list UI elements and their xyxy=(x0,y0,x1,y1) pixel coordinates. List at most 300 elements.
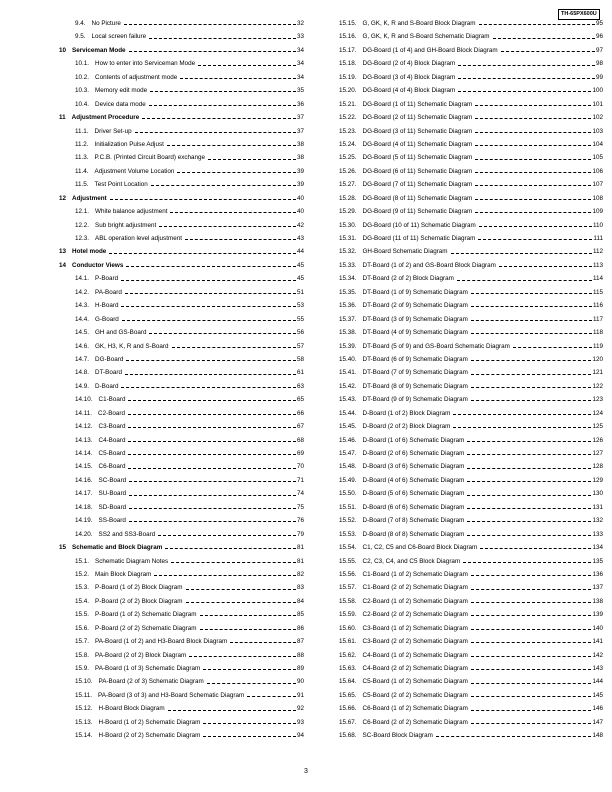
toc-entry-number: 11.4. xyxy=(75,167,89,175)
toc-leader-line xyxy=(168,710,296,711)
toc-leader-line xyxy=(467,441,591,442)
toc-entry-number: 15.63. xyxy=(339,665,357,672)
toc-leader-line xyxy=(159,226,296,227)
toc-entry[interactable] xyxy=(339,662,603,675)
toc-entry-number: 15.2. xyxy=(75,570,90,578)
toc-leader-line xyxy=(436,736,592,737)
toc-section-entry[interactable] xyxy=(59,192,304,205)
toc-entry-title: PA-Board (1 of 3) Schematic Diagram xyxy=(95,665,201,672)
toc-entry[interactable] xyxy=(339,407,603,420)
toc-entry-number: 9.4. xyxy=(75,20,86,27)
toc-leader-line xyxy=(471,320,592,321)
toc-entry-page: 144 xyxy=(592,678,603,686)
toc-entry[interactable] xyxy=(339,635,603,648)
toc-section-entry[interactable] xyxy=(59,259,304,272)
toc-entry-page: 34 xyxy=(296,73,304,81)
toc-entry[interactable] xyxy=(339,622,603,635)
toc-entry-number: 15.1. xyxy=(75,557,90,565)
toc-leader-line xyxy=(121,387,296,388)
toc-entry-page: 38 xyxy=(296,140,304,148)
toc-entry-page: 128 xyxy=(592,463,603,471)
toc-entry[interactable] xyxy=(339,366,603,379)
toc-entry-title: D-Board (4 of 6) Schematic Diagram xyxy=(362,476,465,484)
toc-entry-number: 15.42. xyxy=(339,382,357,390)
toc-entry[interactable] xyxy=(59,98,304,111)
toc-entry-title: DT-Board (8 of 9) Schematic Diagram xyxy=(362,382,468,390)
toc-leader-line xyxy=(128,441,296,442)
toc-entry-page: 120 xyxy=(592,355,603,363)
toc-entry-page: 43 xyxy=(296,235,304,242)
toc-entry[interactable] xyxy=(59,178,304,191)
toc-leader-line xyxy=(126,266,296,267)
toc-entry-title: DT-Board (1 of 2) and GS-Board Block Diagram xyxy=(362,261,496,269)
toc-entry[interactable] xyxy=(339,460,603,473)
toc-entry[interactable] xyxy=(339,568,603,581)
toc-entry[interactable] xyxy=(59,420,304,433)
toc-entry-number: 15.45. xyxy=(339,423,357,431)
toc-entry[interactable] xyxy=(59,340,304,353)
toc-entry-page: 33 xyxy=(296,33,304,41)
toc-entry-page: 40 xyxy=(296,208,304,216)
toc-leader-line xyxy=(203,736,296,737)
toc-entry[interactable] xyxy=(59,608,304,621)
toc-entry-page: 74 xyxy=(296,490,304,498)
toc-entry-page: 100 xyxy=(592,87,603,95)
toc-entry-number: 15.47. xyxy=(339,450,357,457)
toc-entry-page: 42 xyxy=(296,221,304,229)
toc-entry-number: 15.10. xyxy=(75,678,93,686)
toc-entry[interactable] xyxy=(59,649,304,662)
toc-entry-number: 15.64. xyxy=(339,678,357,686)
toc-entry-number: 14 xyxy=(59,261,67,269)
toc-entry-number: 15.49. xyxy=(339,476,357,484)
toc-entry[interactable] xyxy=(59,514,304,527)
toc-entry-number: 15.44. xyxy=(339,409,357,417)
toc-entry[interactable] xyxy=(339,98,603,111)
toc-entry[interactable] xyxy=(339,353,603,366)
toc-leader-line xyxy=(467,468,591,469)
toc-entry[interactable] xyxy=(339,17,603,30)
toc-leader-line xyxy=(471,669,592,670)
toc-entry[interactable] xyxy=(339,138,603,151)
toc-entry-page: 137 xyxy=(592,584,603,592)
toc-entry[interactable] xyxy=(59,716,304,729)
toc-entry[interactable] xyxy=(339,205,603,218)
toc-leader-line xyxy=(471,293,592,294)
toc-entry-number: 14.17. xyxy=(75,490,93,498)
toc-entry-page: 67 xyxy=(296,423,304,431)
toc-leader-line xyxy=(149,333,296,334)
toc-entry[interactable] xyxy=(59,407,304,420)
toc-entry-number: 14.5. xyxy=(75,329,90,337)
toc-entry-title: G-Board xyxy=(95,315,119,323)
toc-entry[interactable] xyxy=(339,165,603,178)
toc-leader-line xyxy=(142,118,296,119)
toc-leader-line xyxy=(467,535,591,536)
toc-leader-line xyxy=(150,91,296,92)
toc-entry[interactable] xyxy=(59,393,304,406)
toc-entry-number: 15.55. xyxy=(339,557,357,565)
toc-entry-title: DG-Board (3 of 4) Block Diagram xyxy=(362,73,456,81)
toc-leader-line xyxy=(247,696,296,697)
toc-leader-line xyxy=(475,199,591,200)
toc-leader-line xyxy=(128,454,296,455)
toc-entry-page: 108 xyxy=(592,194,603,202)
toc-leader-line xyxy=(479,24,595,25)
toc-entry[interactable] xyxy=(339,71,603,84)
toc-entry[interactable] xyxy=(339,340,603,353)
toc-leader-line xyxy=(200,615,296,616)
toc-entry-number: 12 xyxy=(59,194,67,202)
toc-entry-page: 70 xyxy=(296,463,304,471)
toc-entry[interactable] xyxy=(339,245,603,258)
toc-entry-number: 11.1. xyxy=(75,127,89,135)
toc-entry-number: 14.1. xyxy=(75,275,90,283)
toc-entry[interactable] xyxy=(59,313,304,326)
toc-entry-title: Device data mode xyxy=(95,100,146,108)
toc-entry[interactable] xyxy=(339,259,603,272)
toc-entry[interactable] xyxy=(339,729,603,742)
toc-entry-page: 126 xyxy=(592,436,603,444)
toc-entry-title: C3-Board xyxy=(98,423,126,431)
toc-entry[interactable] xyxy=(339,675,603,688)
toc-entry[interactable] xyxy=(59,702,304,715)
toc-leader-line xyxy=(186,589,296,590)
toc-entry[interactable] xyxy=(59,595,304,608)
toc-entry[interactable] xyxy=(59,17,304,30)
toc-entry-title: H-Board xyxy=(95,302,119,310)
toc-entry-page: 34 xyxy=(296,46,304,54)
toc-entry-title: DG-Board (2 of 11) Schematic Diagram xyxy=(362,114,473,122)
toc-entry-number: 14.14. xyxy=(75,450,93,457)
toc-entry[interactable] xyxy=(59,138,304,151)
toc-entry[interactable] xyxy=(339,514,603,527)
toc-entry-number: 15.6. xyxy=(75,624,90,632)
toc-entry[interactable] xyxy=(339,555,603,568)
toc-leader-line xyxy=(457,280,592,281)
toc-entry[interactable] xyxy=(59,622,304,635)
toc-leader-line xyxy=(189,656,296,657)
toc-entry[interactable] xyxy=(339,57,603,70)
toc-entry-title: D-Board xyxy=(95,382,119,390)
toc-entry[interactable] xyxy=(339,702,603,715)
toc-leader-line xyxy=(501,51,595,52)
toc-entry[interactable] xyxy=(59,30,304,43)
toc-leader-line xyxy=(513,347,592,348)
toc-entry-number: 9.5. xyxy=(75,33,86,41)
toc-entry[interactable] xyxy=(339,232,603,245)
toc-entry[interactable] xyxy=(339,608,603,621)
toc-entry-title: SC-Board xyxy=(98,476,127,484)
toc-entry[interactable] xyxy=(59,460,304,473)
toc-entry-page: 44 xyxy=(296,248,304,256)
toc-entry[interactable] xyxy=(339,44,603,57)
toc-entry-title: DT-Board (9 of 9) Schematic Diagram xyxy=(362,396,468,404)
toc-entry-number: 10.2. xyxy=(75,73,90,81)
toc-entry-page: 111 xyxy=(593,235,603,242)
toc-section-entry[interactable] xyxy=(59,44,304,57)
toc-entry-page: 127 xyxy=(592,450,603,457)
toc-entry-title: DT-Board (4 of 9) Schematic Diagram xyxy=(362,329,468,337)
toc-entry[interactable] xyxy=(339,501,603,514)
toc-entry[interactable] xyxy=(59,353,304,366)
toc-entry[interactable] xyxy=(59,434,304,447)
toc-leader-line xyxy=(122,320,296,321)
toc-entry[interactable] xyxy=(59,555,304,568)
toc-entry[interactable] xyxy=(59,286,304,299)
toc-entry-title: C6-Board xyxy=(98,463,126,471)
toc-leader-line xyxy=(172,347,296,348)
toc-entry-title: H-Board Block Diagram xyxy=(98,705,165,713)
toc-leader-line xyxy=(471,589,592,590)
toc-entry-title: Schematic and Block Diagram xyxy=(72,544,163,552)
toc-entry-page: 58 xyxy=(296,355,304,363)
toc-entry-title: DT-Board (5 of 9) and GS-Board Schematic Diagram xyxy=(362,342,510,350)
toc-entry[interactable] xyxy=(339,286,603,299)
toc-leader-line xyxy=(475,159,591,160)
toc-leader-line xyxy=(471,696,592,697)
toc-leader-line xyxy=(126,360,296,361)
toc-entry[interactable] xyxy=(339,219,603,232)
toc-entry[interactable] xyxy=(339,84,603,97)
toc-entry[interactable] xyxy=(339,111,603,124)
toc-entry[interactable] xyxy=(59,57,304,70)
toc-entry-page: 110 xyxy=(592,221,603,229)
toc-leader-line xyxy=(129,481,296,482)
toc-entry-title: SD-Board xyxy=(98,503,127,511)
toc-entry-title: PA-Board (2 of 3) Schematic Diagram xyxy=(98,678,204,686)
toc-entry[interactable] xyxy=(339,649,603,662)
toc-entry-page: 40 xyxy=(296,194,304,202)
toc-entry-page: 88 xyxy=(296,651,304,659)
toc-leader-line xyxy=(453,427,591,428)
toc-leader-line xyxy=(129,508,296,509)
toc-entry-title: DG-Board (6 of 11) Schematic Diagram xyxy=(362,167,473,175)
toc-entry[interactable] xyxy=(59,447,304,460)
toc-leader-line xyxy=(463,562,591,563)
toc-leader-line xyxy=(154,575,296,576)
toc-entry[interactable] xyxy=(339,380,603,393)
toc-entry[interactable] xyxy=(59,474,304,487)
toc-entry-page: 118 xyxy=(592,329,603,337)
toc-entry-title: Adjustment Procedure xyxy=(71,114,140,122)
toc-entry-title: P.C.B. (Printed Circuit Board) exchange xyxy=(94,154,206,162)
toc-entry-number: 15.54. xyxy=(339,544,357,552)
toc-entry-title: H-Board (2 of 2) Schematic Diagram xyxy=(98,732,201,740)
toc-entry-title: Main Block Diagram xyxy=(95,570,152,578)
toc-leader-line xyxy=(177,172,296,173)
toc-entry[interactable] xyxy=(59,219,304,232)
toc-entry[interactable] xyxy=(59,689,304,702)
toc-leader-line xyxy=(451,253,592,254)
toc-entry-page: 56 xyxy=(296,329,304,337)
toc-entry[interactable] xyxy=(59,272,304,285)
toc-entry-number: 14.3. xyxy=(75,302,90,310)
toc-entry-title: No Picture xyxy=(91,20,121,27)
toc-entry[interactable] xyxy=(59,84,304,97)
toc-entry-page: 36 xyxy=(296,100,304,108)
toc-entry-number: 15.5. xyxy=(75,611,90,619)
toc-entry-page: 121 xyxy=(592,369,603,377)
toc-entry[interactable] xyxy=(59,71,304,84)
toc-entry-page: 86 xyxy=(296,624,304,632)
toc-leader-line xyxy=(479,226,592,227)
toc-entry[interactable] xyxy=(339,487,603,500)
toc-entry-page: 123 xyxy=(592,396,603,404)
toc-entry[interactable] xyxy=(59,501,304,514)
toc-entry-title: SU-Board xyxy=(98,490,127,498)
toc-entry[interactable] xyxy=(339,178,603,191)
toc-entry-number: 15.15. xyxy=(339,20,357,27)
toc-leader-line xyxy=(471,400,592,401)
toc-entry-page: 79 xyxy=(296,530,304,538)
toc-leader-line xyxy=(467,508,591,509)
toc-entry-title: D-Board (8 of 8) Schematic Diagram xyxy=(362,530,465,538)
toc-entry[interactable] xyxy=(59,205,304,218)
toc-entry-title: Driver Set-up xyxy=(94,127,132,135)
toc-entry-page: 136 xyxy=(592,570,603,578)
toc-entry-page: 45 xyxy=(296,261,304,269)
toc-leader-line xyxy=(198,65,296,66)
toc-entry-page: 53 xyxy=(296,302,304,310)
toc-entry[interactable] xyxy=(59,528,304,541)
toc-leader-line xyxy=(124,24,296,25)
toc-entry[interactable] xyxy=(59,165,304,178)
toc-entry-number: 15.21. xyxy=(339,100,357,108)
toc-entry-title: DT-Board (6 of 9) Schematic Diagram xyxy=(362,355,468,363)
toc-entry[interactable] xyxy=(339,434,603,447)
toc-entry[interactable] xyxy=(339,326,603,339)
toc-entry[interactable] xyxy=(59,635,304,648)
toc-entry-number: 15.25. xyxy=(339,154,357,162)
toc-entry-number: 15 xyxy=(59,544,67,552)
toc-entry-number: 15.41. xyxy=(339,369,357,377)
toc-entry-page: 141 xyxy=(592,638,603,646)
toc-entry-title: C5-Board (2 of 2) Schematic Diagram xyxy=(362,691,468,699)
toc-entry-page: 134 xyxy=(592,544,603,552)
toc-entry-number: 15.29. xyxy=(339,208,357,216)
toc-entry-title: Contents of adjustment mode xyxy=(95,73,178,81)
toc-entry[interactable] xyxy=(339,151,603,164)
toc-section-entry[interactable] xyxy=(59,245,304,258)
toc-entry-page: 97 xyxy=(595,46,603,54)
toc-entry[interactable] xyxy=(59,366,304,379)
toc-entry[interactable] xyxy=(59,151,304,164)
toc-entry-page: 91 xyxy=(296,691,304,699)
toc-entry-number: 15.56. xyxy=(339,570,357,578)
toc-entry[interactable] xyxy=(59,380,304,393)
toc-entry-title: DG-Board (2 of 4) Block Diagram xyxy=(362,60,456,68)
toc-entry[interactable] xyxy=(339,447,603,460)
toc-entry-title: D-Board (6 of 6) Schematic Diagram xyxy=(362,503,465,511)
toc-leader-line xyxy=(480,548,591,549)
toc-entry[interactable] xyxy=(339,595,603,608)
toc-entry[interactable] xyxy=(339,125,603,138)
toc-entry-title: P-Board (2 of 2) Schematic Diagram xyxy=(95,624,197,632)
toc-entry-number: 15.53. xyxy=(339,530,357,538)
toc-entry[interactable] xyxy=(59,568,304,581)
toc-entry[interactable] xyxy=(339,313,603,326)
toc-entry[interactable] xyxy=(59,487,304,500)
toc-entry-page: 84 xyxy=(296,597,304,605)
toc-entry-number: 15.13. xyxy=(75,718,93,726)
toc-entry-title: DG-Board (1 of 11) Schematic Diagram xyxy=(362,100,473,108)
toc-entry-number: 15.61. xyxy=(339,638,357,646)
toc-entry-title: DG-Board (1 of 4) and GH-Board Block Diagram xyxy=(362,46,498,54)
toc-entry-page: 92 xyxy=(296,705,304,713)
toc-entry[interactable] xyxy=(59,662,304,675)
toc-entry[interactable] xyxy=(339,420,603,433)
toc-entry[interactable] xyxy=(339,581,603,594)
toc-entry[interactable] xyxy=(339,30,603,43)
toc-leader-line xyxy=(110,199,296,200)
toc-entry[interactable] xyxy=(59,232,304,245)
toc-entry[interactable] xyxy=(339,689,603,702)
toc-leader-line xyxy=(453,414,591,415)
toc-entry-title: C4-Board (2 of 2) Schematic Diagram xyxy=(362,665,468,672)
toc-entry[interactable] xyxy=(339,474,603,487)
toc-entry-page: 115 xyxy=(592,288,603,296)
toc-entry-page: 104 xyxy=(592,140,603,148)
toc-leader-line xyxy=(471,602,592,603)
toc-entry-title: C1-Board (1 of 2) Schematic Diagram xyxy=(362,570,468,578)
toc-entry[interactable] xyxy=(59,326,304,339)
toc-section-entry[interactable] xyxy=(59,541,304,554)
toc-entry[interactable] xyxy=(339,393,603,406)
toc-entry[interactable] xyxy=(59,125,304,138)
toc-entry[interactable] xyxy=(59,729,304,742)
toc-entry-title: DG-Board (9 of 11) Schematic Diagram xyxy=(362,208,473,216)
toc-leader-line xyxy=(499,266,592,267)
toc-entry[interactable] xyxy=(59,299,304,312)
toc-entry[interactable] xyxy=(339,272,603,285)
toc-entry-number: 14.8. xyxy=(75,369,90,377)
toc-entry-number: 15.35. xyxy=(339,288,357,296)
toc-entry-title: DT-Board (1 of 9) Schematic Diagram xyxy=(362,288,468,296)
toc-entry-number: 14.18. xyxy=(75,503,93,511)
toc-entry-number: 15.24. xyxy=(339,140,357,148)
toc-entry[interactable] xyxy=(339,716,603,729)
toc-entry[interactable] xyxy=(59,675,304,688)
toc-entry-page: 93 xyxy=(296,718,304,726)
toc-entry-title: G, GK, K, R and S-Board Schematic Diagram xyxy=(362,33,490,41)
toc-entry-title: DG-Board xyxy=(95,355,124,363)
toc-entry-page: 105 xyxy=(592,154,603,162)
toc-leader-line xyxy=(128,400,296,401)
toc-entry-number: 15.62. xyxy=(339,651,357,659)
toc-entry-title: Adjustment xyxy=(72,194,107,202)
toc-leader-line xyxy=(471,306,592,307)
toc-entry-title: D-Board (1 of 6) Schematic Diagram xyxy=(362,436,465,444)
toc-entry-title: DG-Board (4 of 11) Schematic Diagram xyxy=(362,140,473,148)
toc-entry-page: 69 xyxy=(296,450,304,457)
toc-leader-line xyxy=(471,333,592,334)
toc-entry-number: 15.36. xyxy=(339,302,357,310)
toc-entry-number: 10.1. xyxy=(75,60,90,68)
toc-entry[interactable] xyxy=(339,528,603,541)
toc-entry-title: DT-Board (2 of 9) Schematic Diagram xyxy=(362,302,468,310)
toc-section-entry[interactable] xyxy=(59,111,304,124)
toc-entry-number: 13 xyxy=(59,248,67,256)
toc-entry-title: PA-Board (2 of 2) Block Diagram xyxy=(95,651,187,659)
toc-entry[interactable] xyxy=(59,581,304,594)
toc-entry-number: 15.9. xyxy=(75,665,90,672)
toc-entry-title: DT-Board xyxy=(95,369,122,377)
toc-leader-line xyxy=(121,306,296,307)
toc-entry[interactable] xyxy=(339,192,603,205)
toc-entry[interactable] xyxy=(339,299,603,312)
toc-entry[interactable] xyxy=(339,541,603,554)
